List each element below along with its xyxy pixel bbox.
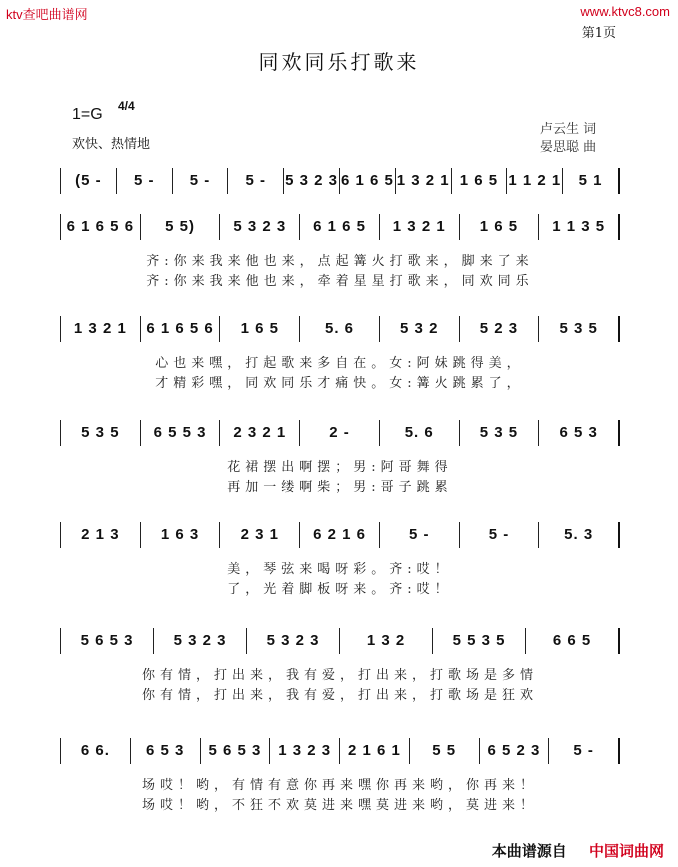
measure: 1 1 2 1 bbox=[507, 168, 563, 194]
lyric-line bbox=[60, 558, 620, 577]
notes-line bbox=[60, 522, 620, 548]
lyric-text: 齐:你来我来他也来，点起篝火打歌来，脚来了来 bbox=[146, 254, 534, 269]
measure: 2 1 6 1 bbox=[340, 738, 410, 764]
measure: 1 6 5 bbox=[460, 214, 540, 240]
lyric-line bbox=[60, 250, 620, 269]
tempo-marking: 欢快、热情地 bbox=[72, 136, 151, 151]
measure: 5 - bbox=[380, 522, 460, 548]
measure: 5 2 3 bbox=[460, 316, 540, 342]
lyric-text: 场哎！哟，不狂不欢莫进来嘿莫进来哟，莫进来！ bbox=[141, 798, 538, 813]
measure: 1 6 5 bbox=[452, 168, 508, 194]
notes-line bbox=[60, 420, 620, 446]
measure: 2 3 2 1 bbox=[220, 420, 300, 446]
time-signature: 4/4 bbox=[118, 99, 135, 113]
measure: 1 3 2 bbox=[340, 628, 433, 654]
measure: 1 3 2 1 bbox=[380, 214, 460, 240]
watermark-right: www.ktvc8.com bbox=[580, 4, 670, 19]
lyric-text: 场哎！哟，有情有意你再来嘿你再来哟，你再来！ bbox=[141, 778, 538, 793]
measure: 1 6 5 bbox=[220, 316, 300, 342]
lyric-text: 才精彩嘿，同欢同乐才痛快。女:篝火跳累了， bbox=[155, 376, 525, 391]
measure: 1 6 3 bbox=[141, 522, 221, 548]
lyric-text: 齐:你来我来他也来，牵着星星打歌来，同欢同乐 bbox=[146, 274, 534, 289]
notes-line bbox=[60, 316, 620, 342]
footer bbox=[492, 840, 664, 861]
notes-line bbox=[60, 168, 620, 194]
measure: 1 3 2 1 bbox=[60, 316, 141, 342]
lyric-line bbox=[60, 794, 620, 813]
watermark-left: ktv查吧曲谱网 bbox=[6, 7, 88, 22]
measure: 6 5 3 bbox=[131, 738, 201, 764]
lyric-text: 了，光着脚板呀来。齐:哎！ bbox=[227, 582, 453, 597]
lyric-line bbox=[60, 774, 620, 793]
lyric-text: 你有情，打出来，我有爱，打出来，打歌场是狂欢 bbox=[141, 688, 538, 703]
measure: 6 5 5 3 bbox=[141, 420, 221, 446]
measure: 1 3 2 1 bbox=[396, 168, 452, 194]
lyric-line bbox=[60, 372, 620, 391]
notes-line bbox=[60, 738, 620, 764]
measure: 5 5 bbox=[410, 738, 480, 764]
key-signature: 1=G bbox=[72, 106, 103, 123]
lyric-text: 美，琴弦来喝呀彩。齐:哎！ bbox=[227, 562, 453, 577]
song-title: 同欢同乐打歌来 bbox=[258, 50, 420, 74]
measure: 1 1 3 5 bbox=[539, 214, 620, 240]
measure: 5 3 5 bbox=[60, 420, 141, 446]
lyric-line bbox=[60, 684, 620, 703]
lyric-line bbox=[60, 476, 620, 495]
measure: 5 3 5 bbox=[460, 420, 540, 446]
notes-line bbox=[60, 628, 620, 654]
footer-source: 本曲谱源自 bbox=[491, 843, 567, 860]
measure: 5 3 2 3 bbox=[220, 214, 300, 240]
measure: 6 1 6 5 bbox=[340, 168, 396, 194]
lyric-line bbox=[60, 456, 620, 475]
lyric-line bbox=[60, 270, 620, 289]
lyric-text: 花裙摆出啊摆；男:阿哥舞得 bbox=[227, 460, 453, 475]
measure: 5 3 2 3 bbox=[247, 628, 340, 654]
lyricist-credit: 卢云生 词 bbox=[540, 122, 597, 137]
measure: 6 5 2 3 bbox=[480, 738, 550, 764]
measure: 1 3 2 3 bbox=[270, 738, 340, 764]
measure: 5 6 5 3 bbox=[60, 628, 154, 654]
lyric-text: 心也来嘿，打起歌来多自在。女:阿妹跳得美， bbox=[155, 356, 525, 371]
lyric-text: 再加一缕啊柴；男:哥子跳累 bbox=[227, 480, 453, 495]
measure: 5 3 2 3 bbox=[154, 628, 247, 654]
measure: 5. 6 bbox=[380, 420, 460, 446]
measure: 5 1 bbox=[563, 168, 620, 194]
measure: 6 2 1 6 bbox=[300, 522, 380, 548]
lyric-line bbox=[60, 664, 620, 683]
measure: 5 - bbox=[460, 522, 540, 548]
lyric-line bbox=[60, 578, 620, 597]
measure: 6 5 3 bbox=[539, 420, 620, 446]
composer-credit: 晏思聪 曲 bbox=[540, 140, 597, 155]
measure: 6 1 6 5 6 bbox=[60, 214, 141, 240]
lyric-line bbox=[60, 352, 620, 371]
measure: 5 3 2 3 bbox=[284, 168, 340, 194]
measure: 2 3 1 bbox=[220, 522, 300, 548]
measure: 5 - bbox=[117, 168, 173, 194]
measure: 5 - bbox=[549, 738, 620, 764]
measure: 5. 3 bbox=[539, 522, 620, 548]
measure: 6 6. bbox=[60, 738, 131, 764]
measure: 6 1 6 5 bbox=[300, 214, 380, 240]
measure: 5 - bbox=[228, 168, 284, 194]
measure: 5 5 3 5 bbox=[433, 628, 526, 654]
measure: 5 6 5 3 bbox=[201, 738, 271, 764]
measure: (5 - bbox=[60, 168, 117, 194]
footer-site: 中国词曲网 bbox=[588, 843, 664, 860]
measure: 5. 6 bbox=[300, 316, 380, 342]
measure: 2 1 3 bbox=[60, 522, 141, 548]
measure: 6 6 5 bbox=[526, 628, 620, 654]
measure: 6 1 6 5 6 bbox=[141, 316, 221, 342]
measure: 5 5) bbox=[141, 214, 221, 240]
measure: 2 - bbox=[300, 420, 380, 446]
notes-line bbox=[60, 214, 620, 240]
measure: 5 3 5 bbox=[539, 316, 620, 342]
lyric-text: 你有情，打出来，我有爱，打出来，打歌场是多情 bbox=[141, 668, 538, 683]
measure: 5 3 2 bbox=[380, 316, 460, 342]
measure: 5 - bbox=[173, 168, 229, 194]
page-number: 第1页 bbox=[581, 26, 616, 41]
